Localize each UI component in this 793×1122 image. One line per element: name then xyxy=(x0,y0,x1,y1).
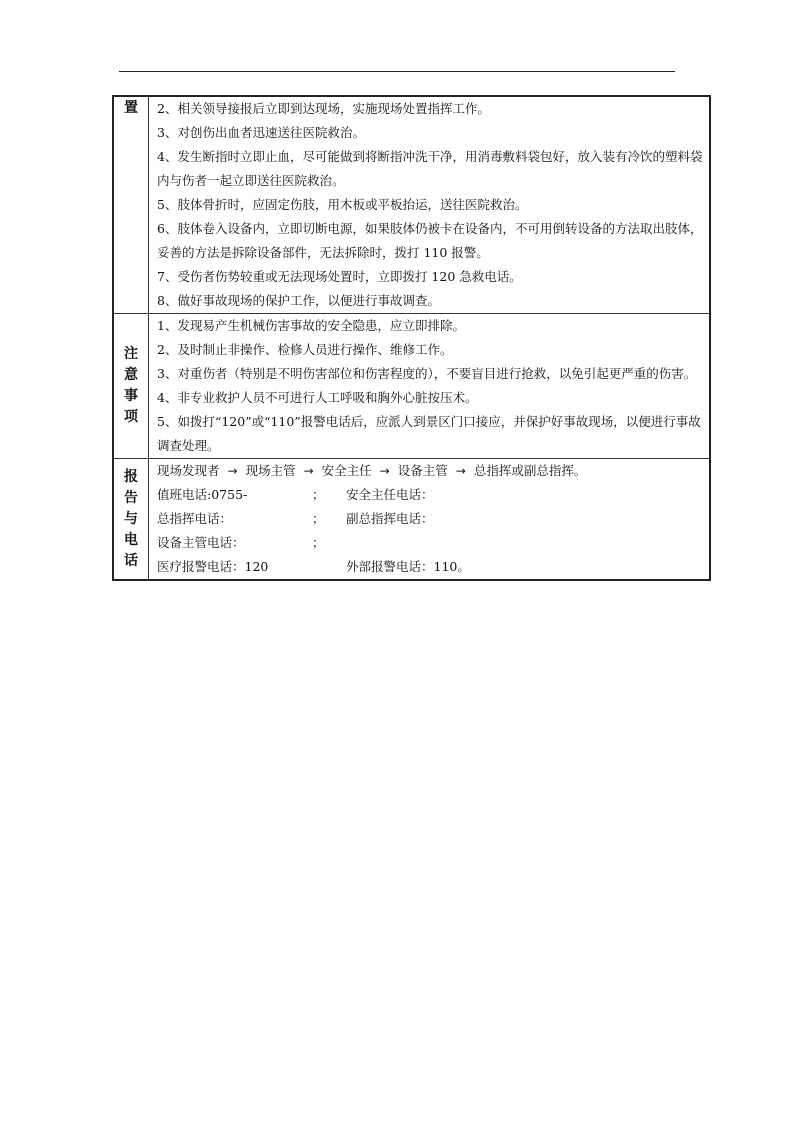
phone-label-left: 设备主管电话： xyxy=(157,535,245,550)
medical-phone: 医疗报警电话：120 xyxy=(157,559,269,574)
phone-separator: ； xyxy=(312,487,325,502)
report-flow xyxy=(157,459,703,483)
phone-label-right: 副总指挥电话： xyxy=(346,511,434,526)
heading-char: 电 xyxy=(124,531,138,548)
arrow-right-icon: → xyxy=(379,464,390,478)
phone-label-right: 安全主任电话： xyxy=(346,487,434,502)
arrow-right-icon: → xyxy=(227,464,238,478)
list-item: 3、对重伤者（特别是不明伤害部位和伤害程度的），不要盲目进行抢救，以免引起更严重的伤害。 xyxy=(157,366,697,381)
list-item: 5、如拨打“120”或“110”报警电话后，应派人到景区门口接应，并保护好事故现场，以便进行事故调查处理。 xyxy=(157,414,701,453)
section-heading-disposal xyxy=(113,96,149,314)
phone-row-emergency xyxy=(157,555,703,579)
section-row-report xyxy=(113,459,710,581)
section-heading-notes xyxy=(113,314,149,459)
phone-row xyxy=(157,531,703,555)
section-row-notes xyxy=(113,314,710,459)
heading-char: 事 xyxy=(124,388,138,404)
list-item: 7、受伤者伤势较重或无法现场处置时，立即拨打 120 急救电话。 xyxy=(157,269,522,284)
list-item: 2、相关领导接报后立即到达现场，实施现场处置指挥工作。 xyxy=(157,101,490,116)
list-item: 5、肢体骨折时，应固定伤肢，用木板或平板抬运，送往医院救治。 xyxy=(157,197,528,212)
section-row-disposal xyxy=(113,96,710,314)
list-item: 4、发生断指时立即止血，尽可能做到将断指冲洗干净，用消毒敷料袋包好，放入装有冷饮的塑料袋内与伤者一起立即送往医院救治。 xyxy=(157,149,703,188)
phone-row xyxy=(157,507,703,531)
section-content-report xyxy=(149,459,711,581)
section-content-notes xyxy=(149,314,711,459)
section-heading-report xyxy=(113,459,149,581)
phone-row xyxy=(157,483,703,507)
list-item: 6、肢体卷入设备内，立即切断电源，如果肢体仍被卡在设备内，不可用倒转设备的方法取出肢体，妥善的方法是拆除设备部件，无法拆除时，拨打 110 报警。 xyxy=(157,221,703,260)
procedure-table xyxy=(112,95,711,581)
heading-char: 项 xyxy=(124,409,138,425)
heading-char: 置 xyxy=(124,100,138,116)
heading-char: 与 xyxy=(124,510,138,527)
heading-char: 意 xyxy=(124,367,138,383)
phone-label-left: 总指挥电话： xyxy=(157,511,233,526)
arrow-right-icon: → xyxy=(455,464,466,478)
header-rule xyxy=(119,71,675,72)
section-content-disposal xyxy=(149,96,711,314)
phone-separator: ； xyxy=(312,511,325,526)
flow-step: 现场主管 xyxy=(245,463,296,478)
heading-char: 话 xyxy=(124,552,138,569)
heading-char: 注 xyxy=(124,346,138,362)
list-item: 1、发现易产生机械伤害事故的安全隐患，应立即排除。 xyxy=(157,318,465,333)
list-item: 3、对创伤出血者迅速送往医院救治。 xyxy=(157,125,365,140)
phone-label-left: 值班电话:0755- xyxy=(157,487,248,502)
arrow-right-icon: → xyxy=(303,464,314,478)
flow-step: 总指挥或副总指挥。 xyxy=(473,463,587,478)
list-item: 2、及时制止非操作、检修人员进行操作、维修工作。 xyxy=(157,342,453,357)
list-item: 4、非专业救护人员不可进行人工呼吸和胸外心脏按压术。 xyxy=(157,390,478,405)
heading-char: 报 xyxy=(124,468,138,485)
flow-step: 现场发现者 xyxy=(157,463,220,478)
external-phone: 外部报警电话：110。 xyxy=(346,559,470,574)
flow-step: 设备主管 xyxy=(397,463,448,478)
heading-char: 告 xyxy=(124,489,138,506)
flow-step: 安全主任 xyxy=(321,463,372,478)
list-item: 8、做好事故现场的保护工作，以便进行事故调查。 xyxy=(157,293,440,308)
phone-separator: ； xyxy=(312,535,325,550)
